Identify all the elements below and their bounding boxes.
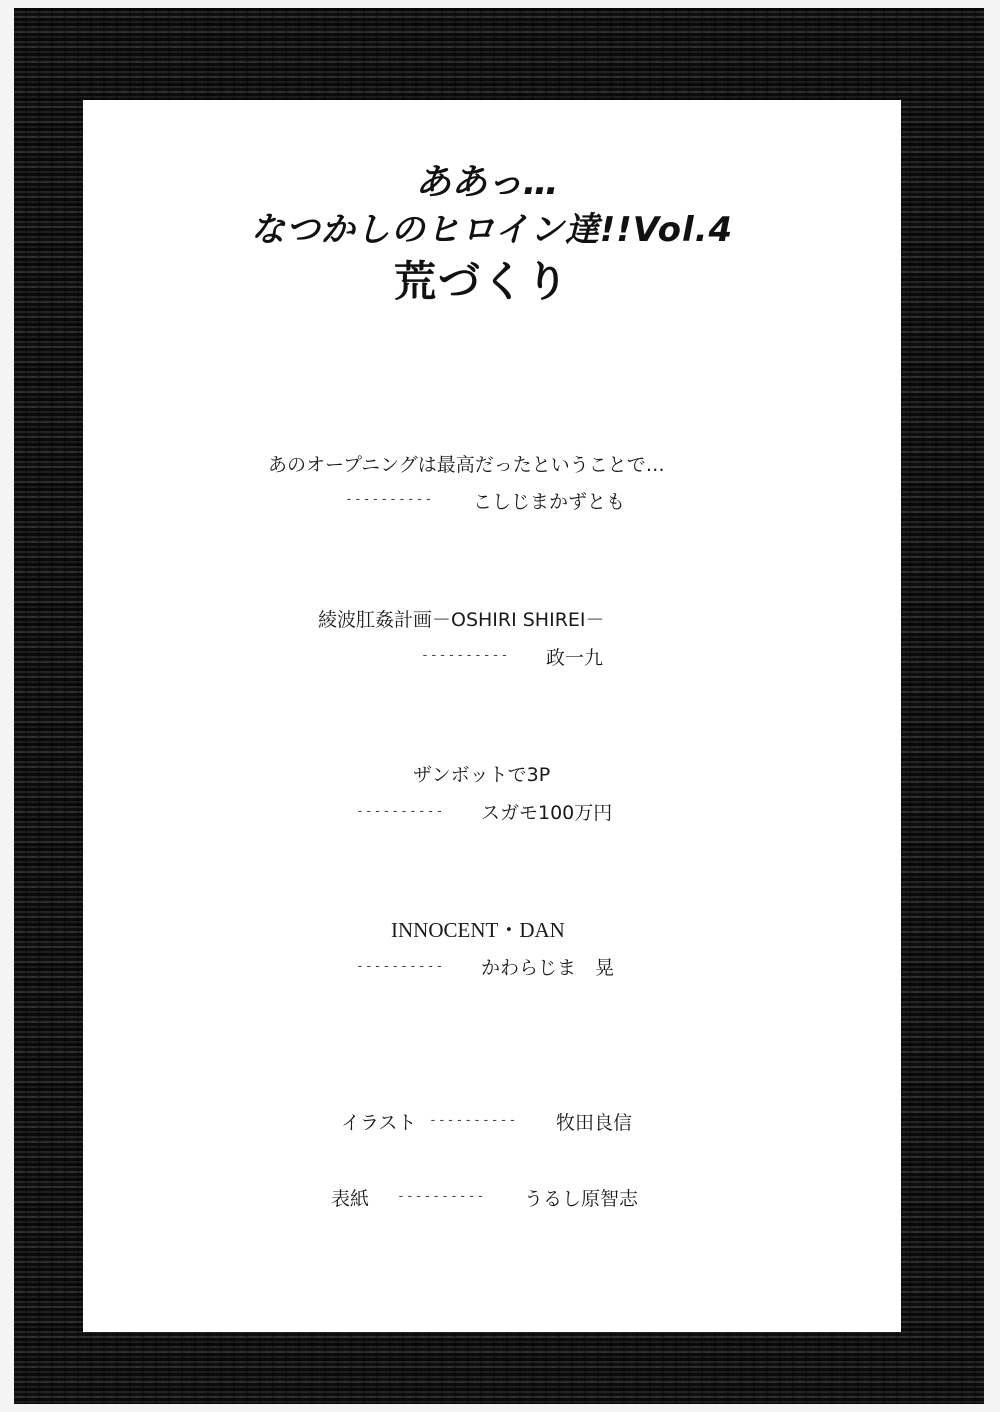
work-title-1: あのオープニングは最高だったということで… xyxy=(268,454,665,476)
contents-panel xyxy=(83,100,901,1332)
title-line-3: 荒づくり xyxy=(393,257,570,306)
title-line-2: なつかしのヒロイン達!!Vol.4 xyxy=(250,210,734,250)
title-line-1: ああっ… xyxy=(415,162,559,203)
work-author-4: かわらじま 晃 xyxy=(481,957,615,979)
separator-5: ---------- xyxy=(429,1113,518,1128)
separator-6: ---------- xyxy=(397,1189,486,1204)
work-title-3: ザンボットで3P xyxy=(413,764,551,786)
separator-3: ---------- xyxy=(356,804,445,819)
separator-2: ---------- xyxy=(421,648,510,663)
work-author-1: こしじまかずとも xyxy=(473,491,626,513)
separator-1: ---------- xyxy=(345,492,434,507)
work-author-3: スガモ100万円 xyxy=(481,802,613,824)
title-block xyxy=(83,160,901,310)
credit-role-illustration: イラスト xyxy=(341,1112,417,1134)
work-author-2: 政一九 xyxy=(546,647,604,669)
credit-name-cover: うるし原智志 xyxy=(524,1188,639,1210)
credit-role-cover: 表紙 xyxy=(331,1188,370,1210)
work-title-2: 綾波肛姦計画－OSHIRI SHIREI－ xyxy=(318,609,605,631)
credit-name-illustration: 牧田良信 xyxy=(556,1112,633,1134)
separator-4: ---------- xyxy=(356,959,445,974)
work-title-4: INNOCENT・DAN xyxy=(391,918,565,942)
